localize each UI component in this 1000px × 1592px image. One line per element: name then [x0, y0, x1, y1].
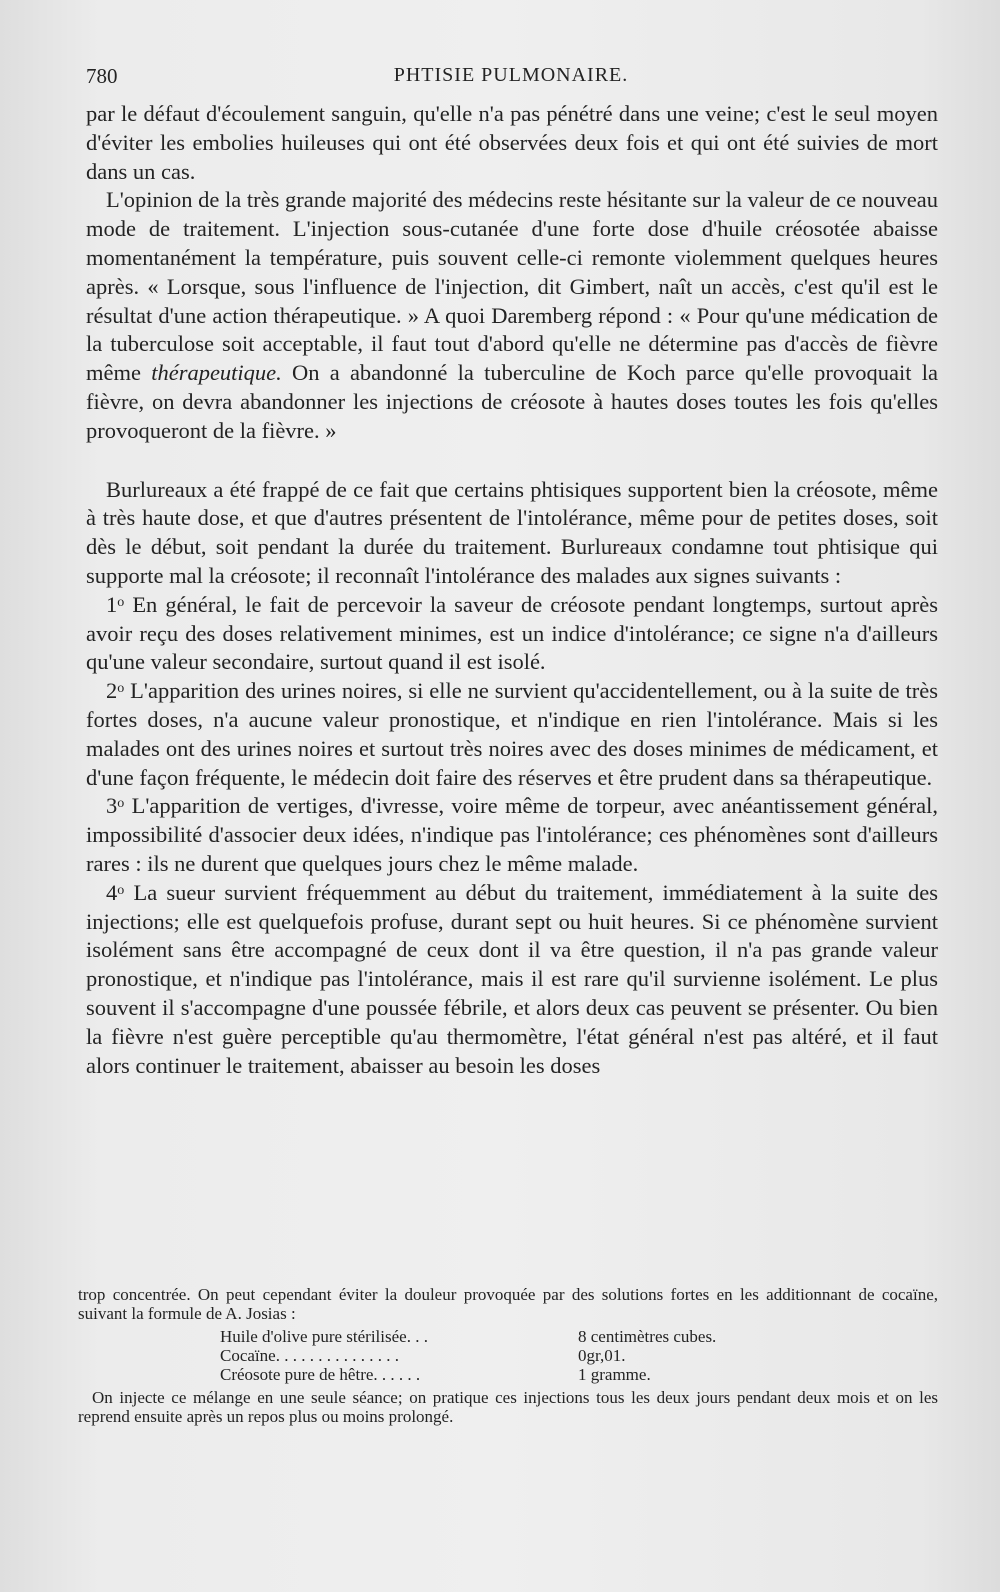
paragraph: par le défaut d'écoulement sanguin, qu'elle n'a pas pénétré dans une veine; c'est le seul moyen d'éviter les embolies huileuses qui ont été observées deux fois et qui ont été suivies de mort dans un cas. [86, 101, 938, 184]
italic-word: thérapeutique. [151, 360, 282, 386]
list-item: 3$^o$ L'apparition de vertiges, d'ivresse, voire même de torpeur, avec anéantissement général, impossibilité d'associer deux idées, n'indique pas l'intolérance; ces phénomènes sont d'ailleurs rares : ils ne durent que quelques jours chez le même malade. [86, 793, 938, 876]
footnote-outro: On injecte ce mélange en une seule séance; on pratique ces injections tous les deux jours pendant deux mois et on les reprend ensuite après un repos plus ou moins prolongé. [78, 1388, 938, 1426]
formula-row: Cocaïne. . . . . . . . . . . . . . . 0gr,01. [220, 1346, 626, 1365]
footnote [78, 1285, 938, 1426]
footnote-intro: trop concentrée. On peut cependant éviter la douleur provoquée par des solutions fortes en les additionnant de cocaïne, suivant la formule de A. Josias : [78, 1285, 938, 1323]
paragraph: L'opinion de la très grande majorité des médecins reste hésitante sur la valeur de ce nouveau mode de traitement. L'injection sous-cutanée d'une forte dose d'huile créosotée abaisse momentanément la température, puis souvent celle-ci remonte violemment quelques heures après. « Lorsque, sous l'influence de l'injection, dit Gimbert, naît un accès, c'est qu'il est le résultat d'une action thérapeutique. » A quoi Daremberg répond : « Pour qu'une médication de la tuberculose soit acceptable, il faut tout d'abord qu'elle ne détermine pas d'accès de fièvre même thérapeutique. On a abandonné la tuberculine de Koch parce qu'elle provoquait la fièvre, on devra abandonner les injections de créosote à hautes doses toutes les fois qu'elles provoqueront de la fièvre. » [86, 187, 939, 443]
list-item: 1$^o$ En général, le fait de percevoir la saveur de créosote pendant longtemps, surtout après avoir reçu des doses relativement minimes, est un indice d'intolérance; ce signe n'a d'ailleurs qu'une valeur secondaire, surtout quand il est isolé. [86, 591, 939, 675]
page-number: 780 [86, 64, 118, 88]
paragraph: Burlureaux a été frappé de ce fait que certains phtisiques supportent bien la créosote, même à très haute dose, et que d'autres présentent de l'intolérance, même pour de petites doses, soit dès le début, soit pendant la durée du traitement. Burlureaux condamne tout phtisique qui supporte mal la créosote; il reconnaît l'intolérance des malades aux signes suivants : [86, 476, 938, 588]
formula-row: Créosote pure de hêtre. . . . . . 1 gramme. [220, 1365, 651, 1384]
page-header [86, 64, 936, 94]
running-head: PHTISIE PULMONAIRE. [393, 64, 629, 86]
formula [220, 1327, 938, 1384]
list-item: 4$^o$ La sueur survient fréquemment au début du traitement, immédiatement à la suite des injections; elle est quelquefois profuse, durant sept ou huit heures. Si ce phénomène survient isolément sans être accompagné de ceux dont il va être question, il n'a pas grande valeur pronostique, et n'indique pas l'intolérance, mais il est rare qu'il survienne isolément. Le plus souvent il s'accompagne d'une poussée fébrile, et alors deux cas peuvent se présenter. Ou bien la fièvre n'est guère perceptible qu'au thermomètre, l'état général n'est pas altéré, et il faut alors continuer le traitement, abaisser au besoin les doses [86, 879, 938, 1078]
formula-row: Huile d'olive pure stérilisée. . . 8 centimètres cubes. [220, 1327, 717, 1346]
body-text [86, 100, 938, 1080]
list-item: 2$^o$ L'apparition des urines noires, si elle ne survient qu'accidentellement, ou à la suite de très fortes doses, n'a aucune valeur pronostique, et n'indique en rien l'intolérance. Mais si les malades ont des urines noires et surtout très noires avec des doses minimes de médicament, et d'une façon fréquente, le médecin doit faire des réserves et être prudent dans sa thérapeutique. [86, 678, 939, 790]
